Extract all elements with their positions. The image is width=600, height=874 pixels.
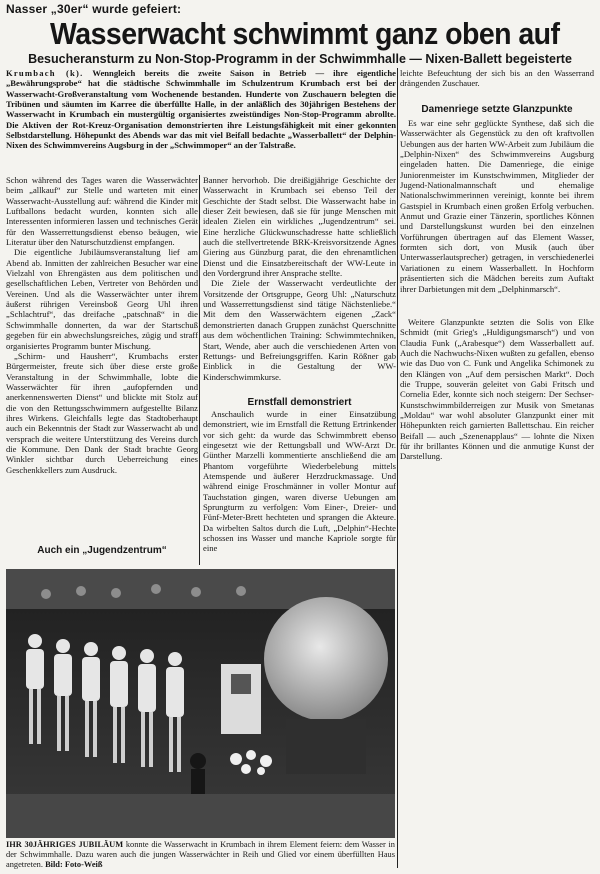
kicker: Nasser „30er“ wurde gefeiert:: [6, 2, 182, 16]
column-rule: [397, 68, 398, 868]
column-1: [6, 175, 198, 545]
dateline: Krumbach (k).: [6, 68, 84, 78]
crosshead-jugendzentrum: Auch ein „Jugendzentrum“: [37, 545, 167, 556]
photo-credit: Bild: Foto-Weiß: [45, 860, 103, 869]
lead-paragraph: [6, 68, 396, 151]
paragraph: Die Ziele der Wasserwacht verdeutlichte der Vorsitzende der Ortsgruppe, Georg Uhl: „Naturschutz und Wasserrettungsdienst sind tätige Nächstenliebe.“ Mit dem den Wasserwächtern eigenen „Zack“ demonstrierten danach Gruppen zunächst Querschnitte aus dem wöchentlichen Training: Schwimmtechniken, Start, Wende, aber auch die verschiedenen Arten von Rettungs- und Befreiungsgriffen. Karin Rößner gab Einblick in die Gestaltung der WW-Kinderschwimmkurse.: [203, 278, 396, 382]
column-rule: [199, 175, 200, 565]
crosshead-ernstfall: Ernstfall demonstriert: [247, 397, 352, 408]
column-3-continued: [400, 317, 594, 462]
paragraph: Anschaulich wurde in einer Einsatzübung demonstriert, wie im Ernstfall die Rettung Ertrinkender vor sich geht: da wurde das Schwimmbrett ebenso eingesetzt wie der Rettungsball und WW-Arzt Dr. Günther Marzelli kommentierte anschließend die am Phantom vorgeführte Wiederbelebung mittels Atemspende und äußerer Herzdruckmassage. Und während einige Froschmänner in voller Montur auf Tauchstation gingen, waren diverse Uebungen am Sprungturm zu verfolgen: Vom Einer-, Dreier- und Fünf-Meter-Brett hechteten und sprangen die Akteure. Da wirbelten Saltos durch die Luft, „Delphin“-Hechte schossen ins Wasser und manche Kapriole sorgte für eine: [203, 409, 396, 554]
paragraph: Schon während des Tages waren die Wasserwächter beim „allkauf“ zur Stelle und warteten mit einer Wasserwacht-Ausstellung auf: während die Kinder mit Luftballons bedacht wurden, konnten sich alle Interessenten informieren lassen und technisches Gerät für den Wasserrettungsdienst ebenso beäugen, wie Literatur über den Naturschutzdienst empfangen.: [6, 175, 198, 248]
caption-text: konnte die Wasserwacht in Krumbach in ihrem Element feiern: dem Wasser in der Schwimmhalle. Dazu waren auch die jungen Wasserwächter in Reih und Glied vor einem überfüllten Haus angetreten.: [6, 840, 395, 869]
column-3: [400, 118, 594, 308]
headline: Wasserwacht schwimmt ganz oben auf: [50, 16, 560, 51]
paragraph: Es war eine sehr geglückte Synthese, daß sich die Wasserwächter als Gegenstück zu den oft kraftvollen Uebungen aus der harten WW-Arbeit zum Jubiläum die „Delphin-Nixen“ des Schwimmvereins Augsburg eingeladen hatten. Die Damenriege, die einige Juniorenmeister im Kunstschwimmen, Mitglieder der Jugend-Nationalmannschaft und ehemalige Nationalschwimmerinnen vereinigt, konnte bei ihrem Gastspiel in Krumbach einen großen Erfolg verbuchen. Anmut und Grazie einer Tänzerin, sportliches Können und Darstellungskunst wurden bei den einzelnen Vorführungen übertragen auf das Element Wasser, formten sich dort, von Musik (auch über Unterwasserlautsprecher) getragen, in verschiedenerlei Variationen zu einem Wasserballett. In Hochform präsentierten sich die Mädchen bereits zum Auftakt ihrer Darbietungen mit dem „Delphinmarsch“.: [400, 118, 594, 294]
subhead: Besucheransturm zu Non-Stop-Programm in der Schwimmhalle — Nixen-Ballett begeisterte: [28, 52, 572, 66]
caption-label: IHR 30JÄHRIGES JUBILÄUM: [6, 840, 124, 849]
news-photo: [6, 569, 395, 838]
photo-caption: [6, 840, 395, 872]
paragraph: Die eigentliche Jubiläumsveranstaltung lief am Abend ab. Inmitten der zahlreichen Besucher war eine Vielzahl von Ehrengästen aus dem politischen und gesellschaftlichen Leben, Vertreter von Behörden und Vereinen. Und als die Wasserwächter unter ihrem äußerst rührigen Vereinsboß Georg Uhl ihren „Schlachtruf“, das dreifache „patschnaß“ in die Schwimmhalle donnerten, da war der Startschuß gegeben für ein abwechslungsreiches, zügig und straff organisiertes Programm bunter Mischung.: [6, 247, 198, 351]
paragraph: Weitere Glanzpunkte setzten die Solis von Elke Schmidt (mit Grieg's „Huldigungsmarsch“) und von Claudia Funk („Arabesque“) dem Wasserballett auf. Auch die Nachwuchs-Nixen wußten zu gefallen, ebenso wie das Duo von C. Funk und Angelika Schimonek zu den Klängen von „Auf dem persischen Markt“. Doch die Truppe, souverän geleitet von Gabi Fritsch und Cornelia Eder, konnte sich noch steigern: Der Sechser-Kunstschwimmbilderreigen zur Musik von Smetanas „Moldau“ war wohl absoluter Glanzpunkt einer mit Höhepunkten reich garnierten Ballettschau. Ein reicher Beifall — auch „Szenenapplaus“ — lohnte die Nixen für ihr brillantes Können und die anmutige Kunst der Darstellung.: [400, 317, 594, 462]
lead-text: Wenngleich bereits die zweite Saison in Betrieb — ihre eigentliche „Bewährungsprobe“ hat die städtische Schwimmhalle im Schulzentrum Krumbach erst bei der Wasserwacht-Großveranstaltung vom Wochenende bestanden. Hunderte von Zuschauern belegten die Tribünen und säumten im Karree die überfüllte Halle, in der anläßlich des 30jährigen Bestehens der Wasserwacht in Krumbach ein mustergültig organisiertes zweistündiges Non-Stop-Programm abrollte. Die Aktiven der Rot-Kreuz-Organisation demonstrierten ihre Leistungsfähigkeit mit einer gekonnten Selbstdarstellung. Höhepunkt des Abends war das mit viel Beifall bedachte „Wasserballett“ der Delphin-Nixen des Schwimmvereins Augsburg in der „Schwimmoper“ an der Talstraße.: [6, 68, 396, 151]
column-2: [203, 175, 396, 395]
column-2-continued: [203, 409, 396, 569]
crosshead-damenriege: Damenriege setzte Glanzpunkte: [421, 104, 573, 115]
column-3-top: [400, 68, 594, 88]
photo-illustration: [6, 569, 395, 838]
paragraph: „Schirm- und Hausherr“, Krumbachs erster Bürgermeister, freute sich über diese erste große Veranstaltung in der Schwimmhalle, lobte die Wasserwächter für ihren „aufopfernden und anerkennenswerten Dienst“ und blickte mit Stolz auf die von den Rettungsschwimmern aufgestellte Bilanz ihres Wirkens. Gleichfalls legte das Stadtoberhaupt auch ein Bekenntnis der Stadt zur Wasserwacht ab und versprach die weitere Unterstützung des Vereins durch die Kommune. Den Dank der Stadt brachte Georg Winkler sichtbar durch Ueberreichung eines Geschenkkellers zum Ausdruck.: [6, 350, 198, 475]
paragraph: leichte Befeuchtung der sich bis an den Wasserrand drängenden Zuschauer.: [400, 68, 594, 88]
paragraph: Banner hervorhob. Die dreißigjährige Geschichte der Wasserwacht in Krumbach sei ebenso Teil der Geschichte der Stadt selbst. Die Wasserwacht habe in dieser Zeit bewiesen, daß sie für junge Menschen mit idealen Zielen ein wirkliches „Jugendzentrum“ sei. Eine herzliche Glückwunschadresse hatte schließlich auch die stellvertretende BRK-Kreisvorsitzende Agnes Giering aus Günzburg parat, die den ehrenamtlichen Dienst und die Einsatzbereitschaft der WW-Leute in den Vordergrund ihrer Ansprache stellte.: [203, 175, 396, 279]
